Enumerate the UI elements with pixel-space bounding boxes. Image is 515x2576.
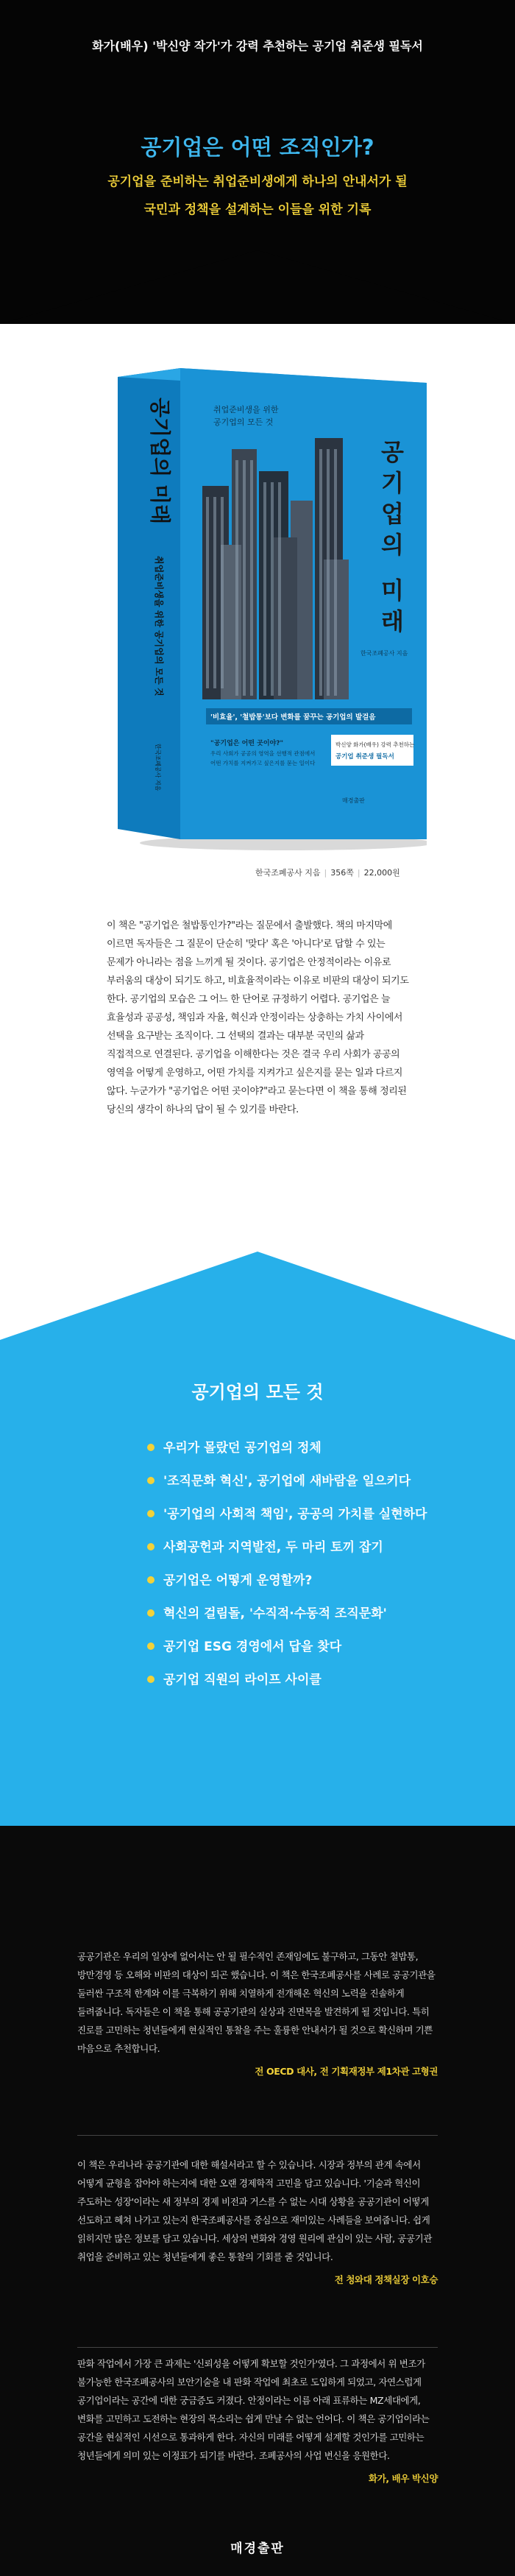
bullet-dot xyxy=(147,1477,154,1484)
publisher-logo: 매경출판 xyxy=(230,2541,285,2556)
spine-title: 공기업의 미래 xyxy=(148,398,172,525)
cover-title-char-4: 의 xyxy=(381,531,404,559)
review-divider xyxy=(77,2135,438,2136)
cover-title-char-2: 기 xyxy=(381,469,404,497)
review-3 xyxy=(77,2354,438,2488)
review-text: 공공기관은 우리의 일상에 없어서는 안 될 필수적인 존재임에도 불구하고, 그동안 철밥통, 방만경영 등 오해와 비판의 대상이 되곤 했습니다. 이 책은 한국조폐공사를 사례로 공공기관을 둘러싼 구조적 한계와 이를 극복하기 위해 치열하게 전개해온 혁신의 노력을 진솔하게 들려줍니다. 독자들은 이 책을 통해 공공기관의 실상과 진면목을 발견하게 될 것입니다. 특히 진로를 고민하는 청년들에게 현실적인 통찰을 주는 훌륭한 안내서가 될 것으로 확신하며 기쁜 마음으로 추천합니다. xyxy=(77,1951,436,2054)
list-item: 혁신의 걸림돌, '수직적·수동적 조직문화' xyxy=(147,1598,427,1631)
contents-list xyxy=(147,1432,427,1697)
cover-badge-line2: 공기업 취준생 필독서 xyxy=(335,753,394,761)
intro-paragraph: 이 책은 "공기업은 철밥통인가?"라는 질문에서 출발했다. 책의 마지막에 이르면 독자들은 그 질문이 단순히 '맞다' 혹은 '아니다'로 답할 수 있는 문제가 아니라는 점을 느끼게 될 것이다. 공기업은 안정적이라는 이유로 부러움의 대상이 되기도 하고, 비효율적이라는 이유로 비판의 대상이 되기도 한다. 공기업의 모습은 그 어느 한 단어로 규정하기 어렵다. 공기업은 늘 효율성과 공공성, 책임과 자율, 혁신과 안정이라는 상충하는 가치 사이에서 선택을 요구받는 조직이다. 그 선택의 결과는 대부분 국민의 삶과 직접적으로 연결된다. 공기업을 이해한다는 것은 결국 우리 사회가 공공의 영역을 어떻게 운영하고, 어떤 가치를 지켜가고 싶은지를 묻는 일과 다르지 않다. 누군가가 "공기업은 어떤 곳이야?"라고 묻는다면 이 책을 통해 정리된 당신의 생각이 하나의 답이 될 수 있기를 바란다. xyxy=(107,920,409,1115)
cover-title-char-3: 업 xyxy=(381,500,404,528)
review-2 xyxy=(77,2156,438,2289)
cover-title-char-1: 공 xyxy=(381,438,404,466)
review-divider xyxy=(77,2347,438,2348)
spine-subtitle: 취업준비생을 위한 공기업의 모든 것 xyxy=(154,556,164,696)
list-item: 공기업 직원의 라이프 사이클 xyxy=(147,1664,427,1697)
bullet-dot xyxy=(147,1576,154,1584)
cover-quote-line1: "공기업은 어떤 곳이야?" xyxy=(210,740,284,747)
cover-slogan: '비효율', '철밥통'보다 변화를 꿈꾸는 공기업의 발걸음 xyxy=(210,713,376,721)
review-text: 판화 작업에서 가장 큰 과제는 '신뢰성을 어떻게 확보할 것인가'였다. 그 과정에서 위 변조가 불가능한 한국조폐공사의 보안기술을 내 판화 작업에 최초로 도입하게 되었고, 자연스럽게 공기업이라는 공간에 대한 궁금증도 커졌다. 안정이라는 이름 아래 표류하는 MZ세대에게, 변화를 고민하고 도전하는 현장의 목소리는 쉽게 만날 수 없는 언어다. 이 책은 공기업이라는 공간을 현실적인 시선으로 통과하게 한다. 자신의 미래를 어떻게 설계할 것인가를 고민하는 청년들에게 의미 있는 이정표가 되기를 바란다. 조폐공사의 사업 변신을 응원한다. xyxy=(77,2358,430,2461)
cover-badge-line1: 박신양 화가(배우) 강력 추천하는 xyxy=(335,741,415,748)
cover-title-char-6: 래 xyxy=(381,607,404,635)
hero-subtitle-line1: 공기업을 준비하는 취업준비생에게 하나의 안내서가 될 xyxy=(107,174,408,189)
meta-price: 22,000원 xyxy=(363,868,400,878)
bullet-dot xyxy=(147,1510,154,1517)
review-author: 화가, 배우 박신양 xyxy=(369,2473,438,2484)
review-1 xyxy=(77,1947,438,2081)
list-item: '공기업의 사회적 책임', 공공의 가치를 실현하다 xyxy=(147,1498,427,1531)
cover-tagline-line1: 취업준비생을 위한 xyxy=(213,405,279,414)
hero-title: 공기업은 어떤 조직인가? xyxy=(141,135,374,160)
cover-publisher: 매경출판 xyxy=(342,797,365,804)
list-item: 공기업 ESG 경영에서 답을 찾다 xyxy=(147,1631,427,1664)
cover-author: 한국조폐공사 지음 xyxy=(360,650,408,657)
review-author: 전 OECD 대사, 전 기획재정부 제1차관 고형권 xyxy=(255,2066,438,2077)
hero-tagline: 화가(배우) '박신양 작가'가 강력 추천하는 공기업 취준생 필독서 xyxy=(92,39,423,53)
review-text: 이 책은 우리나라 공공기관에 대한 해설서라고 할 수 있습니다. 시장과 정부의 관계 속에서 어떻게 균형을 잡아야 하는지에 대한 오랜 경제학적 고민을 담고 있습니다. '기술과 혁신이 주도하는 성장'이라는 새 정부의 경제 비전과 거스를 수 없는 시대 상황을 공공기관이 어떻게 선도하고 혜쳐 나가고 있는지 한국조폐공사를 중심으로 재미있는 사례들을 보여줍니다. 쉽게 읽히지만 많은 정보를 담고 있습니다. 세상의 변화와 경영 원리에 관심이 있는 사람, 공공기관 취업을 준비하고 있는 청년들에게 좋은 통찰의 기회를 줄 것입니다. xyxy=(77,2159,433,2262)
contents-title: 공기업의 모든 것 xyxy=(191,1382,324,1402)
spine-author: 한국조폐공사 지음 xyxy=(154,744,161,791)
bullet-dot xyxy=(147,1676,154,1683)
cover-title-char-5: 미 xyxy=(381,576,404,604)
meta-pages: 356쪽 xyxy=(330,868,354,878)
meta-author: 한국조폐공사 지음 xyxy=(255,868,321,878)
cover-quote-line3: 어떤 가치를 지켜가고 싶은지를 묻는 일이다 xyxy=(210,760,316,766)
review-author: 전 청와대 정책실장 이호승 xyxy=(334,2274,438,2285)
list-item: '조직문화 혁신', 공기업에 새바람을 일으키다 xyxy=(147,1465,427,1498)
hero-diagonal-cut xyxy=(0,250,515,353)
bullet-dot xyxy=(147,1609,154,1617)
list-item: 공기업은 어떻게 운영할까? xyxy=(147,1564,427,1598)
list-item: 사회공헌과 지역발전, 두 마리 토끼 잡기 xyxy=(147,1531,427,1564)
hero-subtitle-line2: 국민과 정책을 설계하는 이들을 위한 기록 xyxy=(143,202,372,217)
list-item: 우리가 몰랐던 공기업의 정체 xyxy=(147,1432,427,1465)
cover-quote-line2: 우리 사회가 공공의 영역을 선행적 관점에서 xyxy=(210,750,316,757)
book-cover-image xyxy=(118,368,427,854)
bullet-dot xyxy=(147,1444,154,1451)
bullet-dot xyxy=(147,1543,154,1550)
cover-tagline-line2: 공기업의 모든 것 xyxy=(213,417,274,427)
book-meta: 한국조폐공사 지음 | 356쪽 | 22,000원 xyxy=(255,868,400,878)
bullet-dot xyxy=(147,1642,154,1650)
